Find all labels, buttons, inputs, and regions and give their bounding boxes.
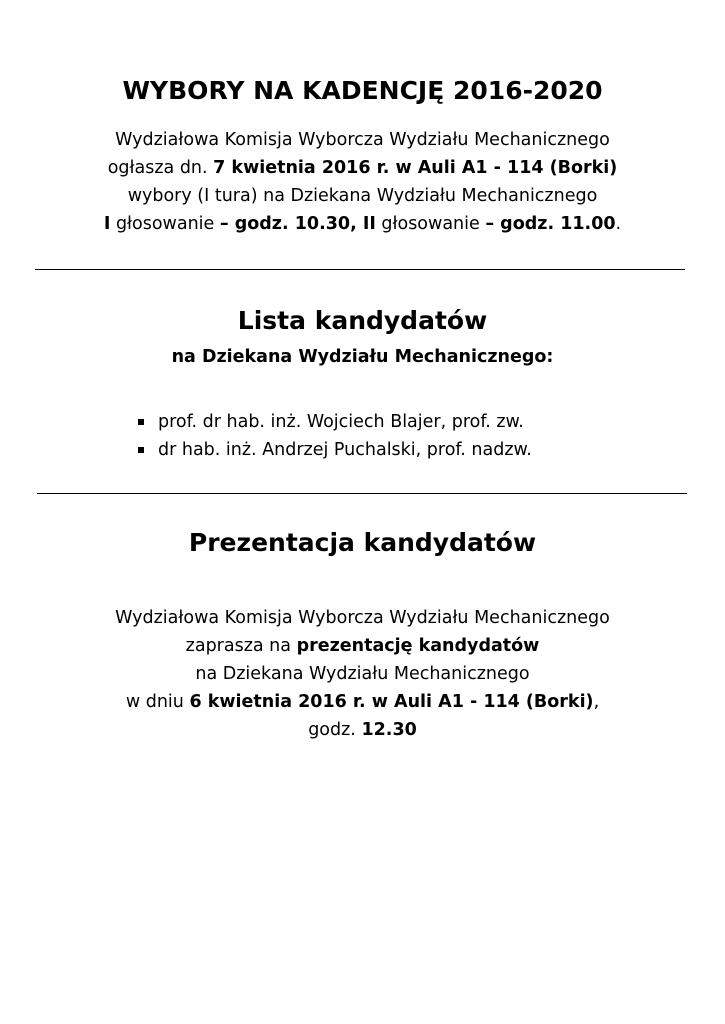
presentation-line-3: na Dziekana Wydziału Mechanicznego	[195, 664, 530, 684]
candidates-heading: Lista kandydatów	[237, 306, 488, 335]
presentation-line-2	[0, 632, 725, 660]
announcement-date-prefix: ogłasza dn.	[107, 158, 214, 178]
announcement-line-3: wybory (I tura) na Dziekana Wydziału Mechanicznego	[127, 186, 598, 206]
presentation-line-1: Wydziałowa Komisja Wyborcza Wydziału Mechanicznego	[115, 608, 610, 628]
candidate-list	[138, 408, 532, 464]
page-title: WYBORY NA KADENCJĘ 2016-2020	[122, 76, 603, 105]
presentation-time: 12.30	[361, 720, 417, 740]
presentation-heading: Prezentacja kandydatów	[188, 528, 537, 557]
announcement-date-location: 7 kwietnia 2016 r. w Auli A1 - 114 (Borki)	[213, 158, 618, 178]
divider-2	[37, 493, 687, 494]
presentation-date-suffix: ,	[593, 692, 600, 712]
vote-text-1: głosowanie	[110, 214, 220, 234]
presentation-line-4	[0, 688, 725, 716]
divider-1	[35, 269, 685, 270]
announcement-block	[0, 126, 725, 238]
presentation-date-prefix: w dniu	[125, 692, 190, 712]
presentation-invite-bold: prezentację kandydatów	[296, 636, 540, 656]
vote-time-2: – godz. 11.00	[485, 214, 616, 234]
announcement-line-4	[0, 210, 725, 238]
vote-period: .	[615, 214, 622, 234]
presentation-line-5	[0, 716, 725, 744]
announcement-line-2	[0, 154, 725, 182]
list-item	[138, 436, 532, 464]
bullet-icon	[138, 419, 144, 425]
announcement-line-1: Wydziałowa Komisja Wyborcza Wydziału Mechanicznego	[115, 130, 610, 150]
candidate-name: dr hab. inż. Andrzej Puchalski, prof. nadzw.	[158, 440, 532, 460]
presentation-block	[0, 604, 725, 744]
bullet-icon	[138, 447, 144, 453]
list-item	[138, 408, 532, 436]
candidates-subheading: na Dziekana Wydziału Mechanicznego:	[171, 347, 554, 367]
candidate-name: prof. dr hab. inż. Wojciech Blajer, prof. zw.	[158, 412, 524, 432]
vote-text-2: głosowanie	[375, 214, 486, 234]
presentation-invite-prefix: zaprasza na	[185, 636, 297, 656]
vote-time-1: – godz. 10.30, II	[219, 214, 376, 234]
presentation-date-location: 6 kwietnia 2016 r. w Auli A1 - 114 (Borki)	[189, 692, 594, 712]
presentation-time-prefix: godz.	[308, 720, 362, 740]
vote-round-1-label: I	[103, 214, 111, 234]
